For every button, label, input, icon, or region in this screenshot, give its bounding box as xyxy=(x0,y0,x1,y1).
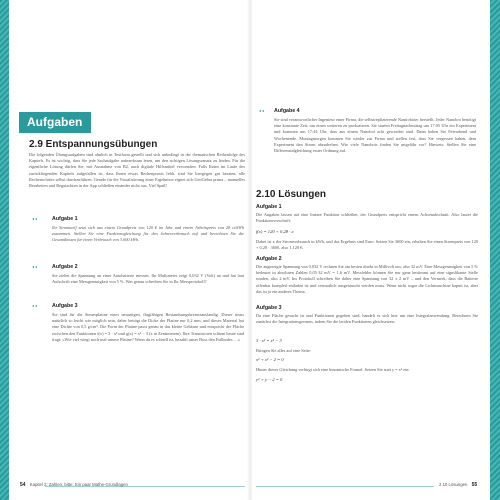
solution-1-title: Aufgabe 1 xyxy=(256,204,282,210)
solution-1-text-2: Dabei ist x der Stromverbrauch in kWh, und das Ergebnis sind Euro. Setzen Sie 3600 ein, erhalten Sie einen Strompreis von 120 + 0,28 · 3600, also 1.128 €. xyxy=(256,239,478,251)
task-2-title: Aufgabe 2 xyxy=(52,264,78,270)
page-footer-right xyxy=(439,482,477,488)
solution-3-text-2: Bringen Sie alles auf eine Seite: xyxy=(256,348,312,353)
task-4-text: Sie sind verantwortlicher Ingenieur einer Firma, die selbstreplizierende Naniroboter herstellt. Jeder Nanobot benötigt eine konstante Zeit, um einen weiteren zu produzieren. Sie starten Freitagnachmittag um 17:05 Uhr ein Experiment und kommen um 17:44 Uhr, dass aus einem Nanobot acht geworden sind. Dann haben Sie Feierabend und Wochenende. Montagmorgen kommen Sie wieder zur Firma und stellen fest, dass Sie vergessen haben, dem Experiment den Strom abzudrehen. Wie viele Nanobots finden Sie ungefähr vor? Hinweis: Stellen Sie eine Differenzialgleichung erster Ordnung auf. xyxy=(274,117,476,154)
section-title: 2.9 Entspannungsübungen xyxy=(29,139,158,150)
solution-2-text: Die angezeigte Spannung von 0,032 V rechnen Sie am besten direkt in Millivolt um, also 32 mV. Eine Messgenauigkeit von 5 % bedeutet in absoluten Zahlen 0,05·32 mV = 1,6 mV. Messfehler können Sie nur ganz bestimmt auf eine signifikante Stelle runden, also 2 mV. Ins Protokoll schreiben Sie daher eine Spannung von 32 ± 2 mV – und den Vermerk, dass die Batterie offenbar komplett entladen ist und vermutlich ausgetauscht werden muss. Wenn nicht sogar die Lichtmaschine kaputt ist, aber das ist ja ein anderes Thema. xyxy=(256,264,478,294)
formula: x² + x² − 2 = 0 xyxy=(256,357,284,362)
task-3-text: Sie sind für die Steuerplatine eines neuartigen, flugfähigen Bestandsungsbremssauslandig. Dieser muss natürlich so leicht wie möglich sein, daher beträgt die Dicke der Platine nur 0,2 mm, und dieses Material hat eine Dichte von 0,5 g/cm³. Die Form der Platine passt genau in das kleine Gehäuse und entspricht der Fläche zwischen den Funktionen f(x) = 3 · x² und g(x) = x² − 3 (x in Zentimetern). Ihre Transistoren schient heute sind fragt: »Wie viel wiegt noch mal unsere Platine? Wenn du es schnell ist, bezahlt unser Boss den Fußbodes …« xyxy=(52,312,244,342)
left-page xyxy=(9,0,249,500)
intro-paragraph: Die folgenden Übungsaufgaben sind ahnlich in Textform gestellt und sich unbedingt in der thematischen Reihenfolge des Kapitels. Es ist wichtig, dass Sie jede Sachaufgabe aufmerksam lesen, um den richtigen Lösungsansatz zu finden. Für die eigentliche Lösung dürfen Sie, mit Ausnahme von B2, auch digitale Hilfsmittel verwenden. Falls Ihnen im Laufe des zurückliegenden Kapitels aufgefallen ist, dass Ihnen etwas Rechenpraxis fehlt, sind Sie hiergegen gut beraten, alle Rechenschritte selbst durchzuführen. Gerade für die Visualisierung einer Ergebnisse eignet sich GeoGebra prima – manuelles Bearbeiten und Begutachten in der App schließen einander nicht aus. Viel Spaß! xyxy=(29,152,245,189)
pencil-icon xyxy=(259,110,265,114)
right-page xyxy=(251,0,490,500)
task-3-title: Aufgabe 3 xyxy=(52,303,78,309)
section-title: 2.10 Lösungen xyxy=(256,189,327,200)
pencil-icon xyxy=(32,266,38,270)
formula: 3 · x² = x² − 3 xyxy=(256,338,282,343)
left-edge-stripe xyxy=(0,0,9,500)
pencil-icon xyxy=(32,218,38,222)
task-4-title: Aufgabe 4 xyxy=(274,108,300,114)
formula: f(x) = 120 + 0,28 · x xyxy=(256,229,294,234)
solution-3-text-3: Hinter dieser Gleichung verbirgt sich eine binomische Formel. Setzen Sie statt y = x² ein: xyxy=(256,367,410,372)
right-edge-stripe xyxy=(490,0,500,500)
running-footer: Kapitel 2: Zahlen, bitte: Ein paar Mathe-Grundlagen xyxy=(29,482,128,487)
formula: y² + y − 2 = 0 xyxy=(256,377,283,382)
pencil-icon xyxy=(32,305,38,309)
task-1-title: Aufgabe 1 xyxy=(52,216,78,222)
chapter-banner: Aufgaben xyxy=(19,112,91,133)
page-number: 54 xyxy=(20,482,26,488)
solution-3-title: Aufgabe 3 xyxy=(256,305,282,311)
page-footer-left xyxy=(20,482,128,488)
page-number: 55 xyxy=(471,482,478,488)
solution-2-title: Aufgabe 2 xyxy=(256,256,282,262)
task-2-text: Sie zielen die Spannung an einer Autobatterie messen. Ihr Multimeter zeigt 0,032 V (Volt) an und hat laut Aufschrift eine Messgenauigkeit von 5 %. Was genau schreiben Sie in Ihr Messprotokoll? xyxy=(52,273,244,285)
running-footer: 2.10 Lösungen xyxy=(439,482,468,487)
solution-3-text: Da eine Fläche gesucht ist und Funktionen gegeben sind, handelt es sich hier um eine Integralanwendung. Berechnen Sie zunächst die Integrationsgrenzen, indem Sie die beiden Funktionen gleichsetzen: xyxy=(256,313,478,325)
task-1-text: Ihr Stromtarif setzt sich aus einem Grundpreis von 120 € im Jahr und einem Arbeitspreis von 28 ct/kWh zusammen. Stellen Sie eine Funktionsgleichung für den Jahresverbrauch auf und berechnen Sie die Gesamtkosten für einen Verbrauch von 3.600 kWh. xyxy=(52,225,244,243)
footer-rule xyxy=(256,486,434,487)
solution-1-text: Die Angaben lassen auf eine lineare Funktion schließen, der Grundpreis entspricht einem Achsenabschnitt. Also lautet die Funktionsvorschrift: xyxy=(256,212,478,224)
